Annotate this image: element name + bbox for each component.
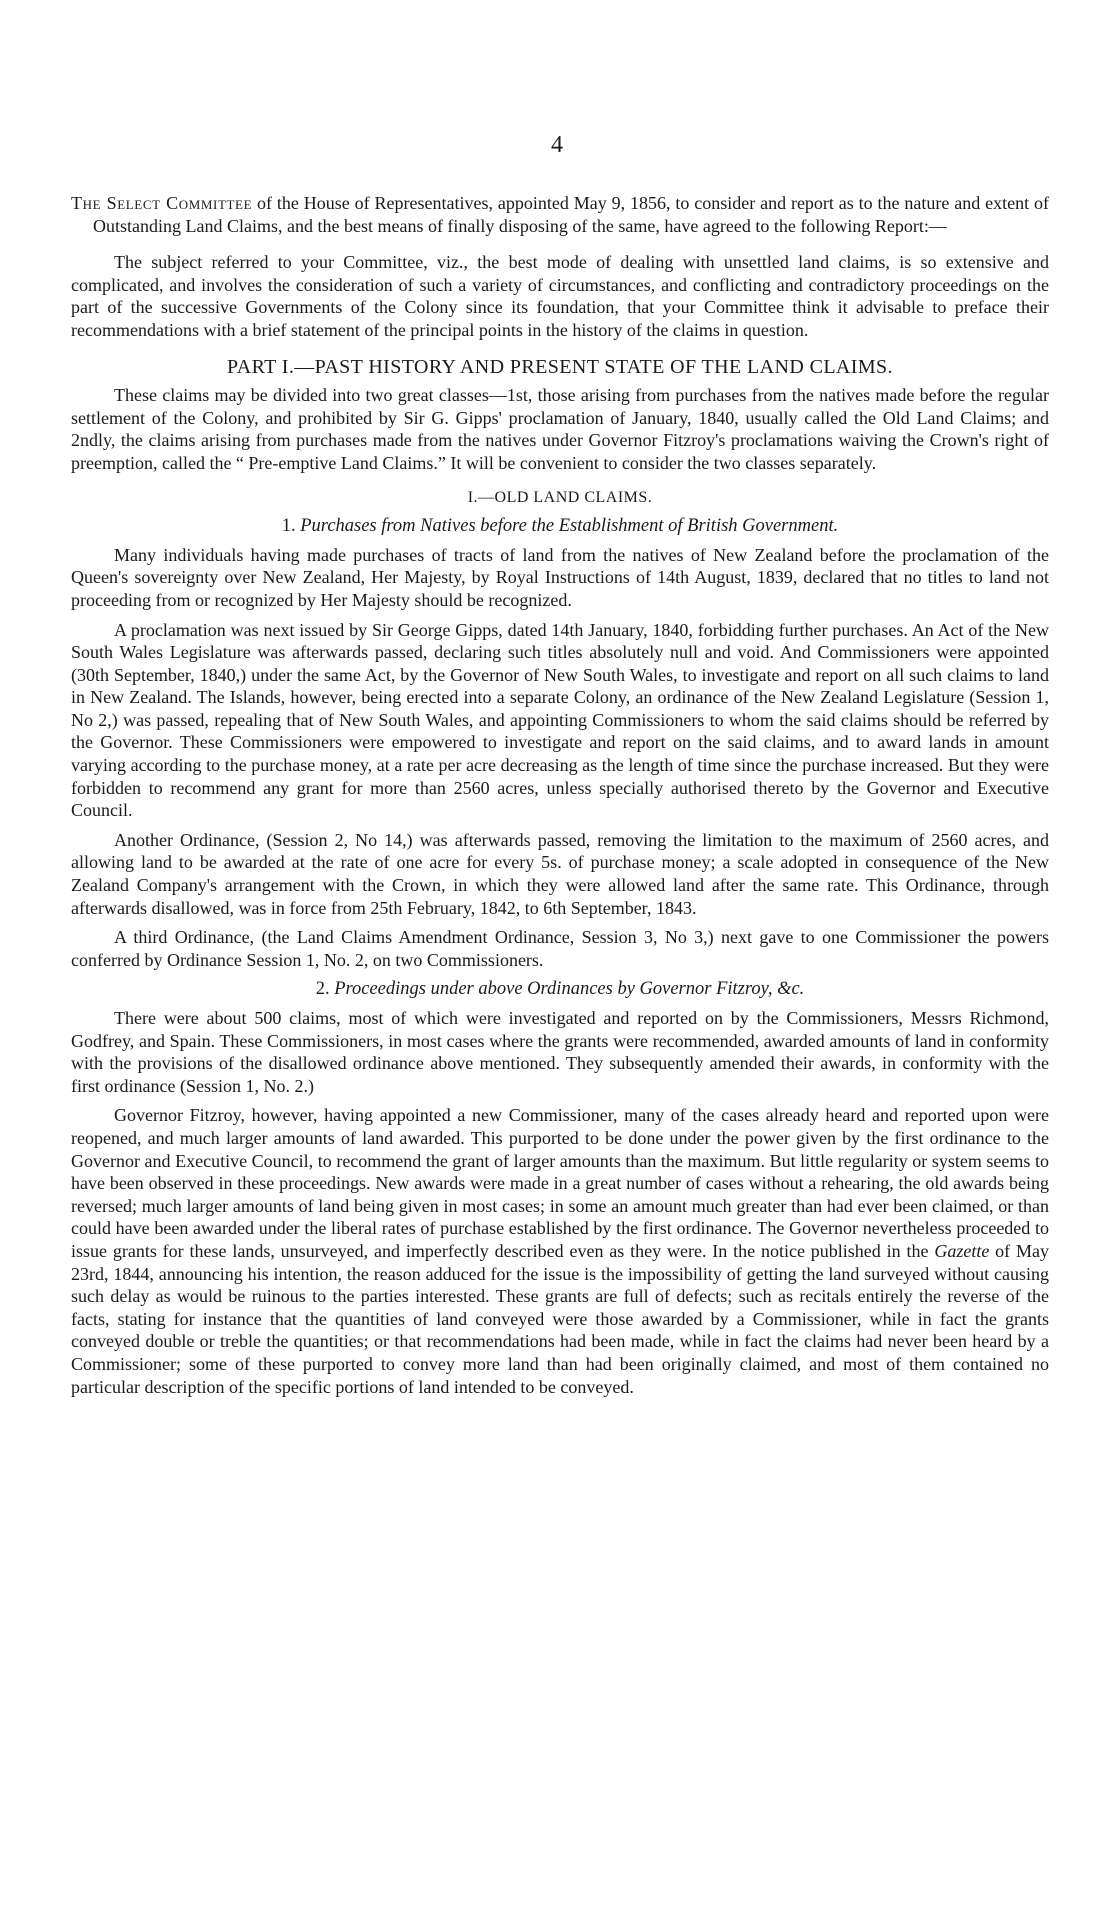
page-number: 4 [551, 132, 563, 158]
gazette-italic: Gazette [934, 1240, 990, 1261]
paragraph-gipps-proclamation: A proclamation was next issued by Sir George Gipps, dated 14th January, 1840, forbidding further purchases. An Act of the New South Wales Legislature was afterwards passed, declaring such titles absolutely null and void. And Commissioners were appointed (30th September, 1840,) under the same Act, by the Governor of New South Wales, to investigate and report on all such claims to land in New Zealand. The Islands, however, being erected into a separate Colony, an ordinance of the New Zealand Legislature (Session 1, No 2,) was passed, repealing that of New South Wales, and appointing Commissioners to whom the said claims should be referred by the Governor. These Commissioners were empowered to investigate and report on the said claims, and to award lands in amount varying according to the purchase money, at a rate per acre decreasing as the length of time since the purchase increased. But they were forbidden to recommend any grant for more than 2560 acres, unless specially authorised thereto by the Governor and Executive Council. [71, 619, 1049, 821]
subsection-two-number: 2. [315, 979, 330, 1000]
subsection-one-number: 1. [281, 516, 296, 537]
subsection-two-title: Proceedings under above Ordinances by Governor Fitzroy, [334, 979, 773, 1000]
paragraph-500-claims: There were about 500 claims, most of which were investigated and reported on by the Commissioners, Messrs Richmond, Godfrey, and Spain. These Commissioners, in most cases where the grants were recommended, awarded amounts of land in conformity with the provisions of the disallowed ordinance above mentioned. They subsequently amended their awards, in conformity with the first ordinance (Session 1, No. 2.) [71, 1008, 1049, 1096]
fitzroy-text-rest: of May 23rd, 1844, announcing his intention, the reason adduced for the issue is the impossibility of getting the land surveyed without causing such delay as would be ruinous to the parties interested. These grants are full of defects; such as recitals entirely the reverse of the facts, stating for instance that the quantities of land conveyed were those awarded by a Commissioner, while in fact the grants conveyed double or treble the quantities; or that recommendations had been made, while in fact the claims had never been heard by a Commissioner; some of these purported to convey more land than had been originally claimed, and most of them contained no particular description of the specific portions of land intended to be conveyed. [71, 1240, 1049, 1397]
fitzroy-text-start: Governor Fitzroy, however, having appointed a new Commissioner, many of the cases already heard and reported upon were reopened, and much larger amounts of land awarded. This purported to be done under the power given by the first ordinance to the Governor and Executive Council, to recommend the grant of larger amounts than the maximum. But little regularity or system seems to have been observed in these proceedings. New awards were made in a great number of cases without a rehearing, the old awards being reversed; much larger amounts of land being given in most cases; in some an amount much greater than had ever been claimed, or than could have been awarded under the liberal rates of purchase established by the first ordinance. The Governor nevertheless proceeded to issue grants for these lands, unsurveyed, and imperfectly described even as they were. In the notice published in the [71, 1105, 1049, 1261]
paragraph-two-classes: These claims may be divided into two great classes—1st, those arising from purchases from the natives made before the regular settlement of the Colony, and prohibited by Sir G. Gipps' proclamation of January, 1840, usually called the Old Land Claims; and 2ndly, the claims arising from purchases made from the natives under Governor Fitzroy's proclamations waiving the Crown's right of preemption, called the “ Pre-emptive Land Claims.” It will be convenient to consider the two classes separately. [71, 385, 1049, 473]
paragraph-another-ordinance: Another Ordinance, (Session 2, No 14,) was afterwards passed, removing the limitation to the maximum of 2560 acres, and allowing land to be awarded at the rate of one acre for every 5s. of purchase money; a scale adopted in consequence of the New Zealand Company's arrangement with the Crown, in which they were allowed land after the same rate. This Ordinance, through afterwards disallowed, was in force from 25th February, 1842, to 6th September, 1843. [71, 829, 1049, 918]
select-committee-small-caps: The Select Committee [71, 193, 253, 213]
subsection-one-title: Purchases from Natives before the Establishment of British Government. [300, 516, 839, 537]
subsection-one-heading [71, 515, 1049, 538]
report-body [71, 192, 1049, 1405]
part-one-heading: PART I.—PAST HISTORY AND PRESENT STATE OF THE LAND CLAIMS. [227, 355, 893, 378]
old-land-claims-heading: I.—OLD LAND CLAIMS. [467, 488, 653, 506]
intro-text: of the House of Representatives, appointed May 9, 1856, to consider and report as to the nature and extent of Outstanding Land Claims, and the best means of finally disposing of the same, have agreed to the following Report:— [93, 193, 1050, 236]
paragraph-governor-fitzroy [71, 1104, 1049, 1398]
paragraph-royal-instructions: Many individuals having made purchases of tracts of land from the natives of New Zealand before the proclamation of the Queen's sovereignty over New Zealand, Her Majesty, by Royal Instructions of 14th August, 1839, declared that no titles to land not proceeding from or recognized by Her Majesty should be recognized. [71, 544, 1049, 610]
subsection-two-etc: &c. [777, 979, 805, 1000]
paragraph-third-ordinance: A third Ordinance, (the Land Claims Amendment Ordinance, Session 3, No 3,) next gave to one Commissioner the powers conferred by Ordinance Session 1, No. 2, on two Commissioners. [71, 927, 1049, 970]
paragraph-subject-referred: The subject referred to your Committee, viz., the best mode of dealing with unsettled land claims, is so extensive and complicated, and involves the consideration of such a variety of circumstances, and conflicting and contradictory proceedings on the part of the successive Governments of the Colony since its foundation, that your Committee think it advisable to preface their recommendations with a brief statement of the principal points in the history of the claims in question. [71, 252, 1049, 340]
subsection-two-heading [71, 978, 1049, 1001]
intro-paragraph [71, 192, 1049, 237]
